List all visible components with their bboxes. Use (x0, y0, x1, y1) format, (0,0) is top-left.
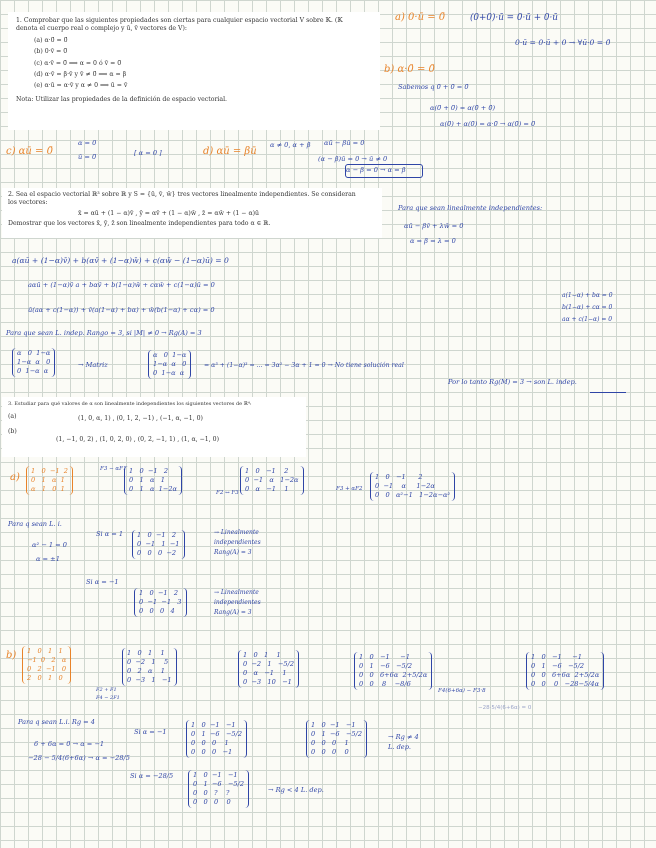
hw-3b-eq2: −28 − 5/4(6+6α) → α = −28/5 (28, 754, 130, 762)
hw-3a-case-2: Si α = −1 (86, 578, 119, 586)
hw-ex2-conclusion-underline (590, 392, 626, 393)
hw-3b-label: b) (6, 650, 17, 661)
exercise-2-printed (2, 188, 382, 238)
hw-3b-condition: Para q sean L.i. Rg = 4 (18, 718, 95, 726)
ex1-item-c: (c) α·v̄ = 0̄ ⟹ α = 0 ó v̄ = 0̄ (34, 59, 122, 67)
hw-1a-work: (0+0)·ū = 0·ū + 0·ū (470, 13, 558, 23)
ex3-item-b-label: (b) (8, 428, 17, 436)
hw-1c-branch1: α = 0 (78, 139, 97, 147)
hw-3a-matrix-3: 1 0 −1 2 0 −1 α 1−2α 0 α −1 1 (240, 466, 304, 495)
exercise-3-printed (2, 397, 306, 457)
ex1-line: denota el cuerpo real o complejo y ū, v̄ vectores de V): (16, 25, 188, 33)
hw-1d-work2: (α − β)ū = 0 → ū ≠ 0 (318, 155, 388, 163)
hw-1d-answer-box (345, 164, 423, 178)
hw-3b-case-2-matrix: 1 0 −1 −1 0 1 −6 −5/2 0 0 ? ? 0 0 0 0 (188, 770, 249, 808)
hw-1d-branch: α ≠ 0, α + β (270, 141, 311, 149)
ex1-item-a: (a) α·0̄ = 0̄ (34, 36, 68, 44)
hw-ex2-rank-note: Para que sean L. indep. Rango = 3, si |M| ≠ 0 → Rg(A) = 3 (6, 329, 202, 337)
hw-1d-work3: α − β = 0 → α = β (346, 166, 406, 174)
hw-3a-case-1-result: → Linealmente independientes Rang(A) = 3 (214, 529, 261, 556)
hw-3a-case-1: Si α = 1 (96, 530, 124, 538)
hw-3a-label: a) (10, 472, 20, 483)
hw-3b-matrix-3: 1 0 1 1 0 −2 1 −5/2 0 α −1 1 0 −3 10 −1 (238, 650, 299, 688)
hw-3b-ops: F2 + F1 F4 − 2F1 (96, 687, 120, 701)
hw-3b-case-1-result: → Rg ≠ 4 L. dep. (388, 733, 419, 751)
hw-ex2-eq2: aαū + (1−α)v̄ a + bαv̄ + b(1−α)w̄ + cαw̄ + c(1−α)ū = 0 (28, 281, 215, 289)
hw-3b-case-2: Si α = −28/5 (130, 772, 174, 780)
hw-li-eq2: α = β = λ = 0 (410, 237, 456, 245)
hw-3a-eq2: α = ±1 (36, 555, 60, 563)
hw-ex2-matrix-label: → Matriz (78, 361, 108, 369)
hw-1a-work2: 0·ū = 0·ū + 0 → ∀ū·0 = 0̄ (515, 38, 611, 47)
hw-3b-case-2-result: → Rg < 4 L. dep. (268, 786, 324, 794)
hw-3b-matrix-4: 1 0 −1 −1 0 1 −6 −5/2 0 0 6+6α 2+5/2α 0 0 8 −8/6 (354, 652, 432, 690)
hw-1b-work3: α(0̄) + α(0̄) = α·0̄ → α(0̄) = 0̄ (440, 120, 536, 128)
hw-li-eq1: αū − βv̄ + λw̄ = 0 (404, 222, 464, 230)
hw-3b-faint-note: −28·5/4(6+6α) = 0 (478, 705, 532, 711)
hw-1c-side: [ α = 0 ] (134, 149, 162, 157)
hw-li-title: Para que sean linealmente independientes: (398, 204, 543, 212)
hw-3a-matrix-2: 1 0 −1 2 0 1 α 1 0 1 α 1−2α (124, 466, 182, 495)
hw-ex2-eq1: a(αū + (1−α)v̄) + b(αv̄ + (1−α)w̄) + c(αw̄ − (1−α)ū) = 0 (12, 256, 229, 265)
hw-ex2-eq3: ū(aα + c(1−α)) + v̄(a(1−α) + bα) + w̄(b(1−α) + cα) = 0 (28, 306, 215, 314)
hw-1c-heading: c) αū = 0̄ (6, 146, 53, 157)
hw-3a-case-1-matrix: 1 0 −1 2 0 −1 1 −1 0 0 0 −2 (132, 530, 185, 559)
hw-ex2-system: a(1−α) + bα = 0 b(1−α) + cα = 0 aα + c(1−α) = 0 (562, 292, 613, 323)
hw-3a-op-1: F3 − αF1 (100, 466, 127, 472)
ex3-item-a-label: (a) (8, 413, 17, 421)
ex2-line: Demostrar que los vectores x̄, ȳ, z̄ son linealmente independientes para todo α ∈ ℝ. (8, 220, 271, 228)
ex2-line: los vectores: (8, 199, 48, 207)
hw-1a-heading: a) 0·ū = 0̄ (395, 12, 446, 23)
ex2-line: 2. Sea el espacio vectorial ℝ³ sobre ℝ y S = {ū, v̄, w̄} tres vectores linealmente independientes. Se consideran (8, 191, 356, 198)
hw-3a-matrix-4: 1 0 −1 2 0 −1 α 1−2α 0 0 α²−1 1−2α−α² (370, 472, 455, 501)
hw-3b-eq1: 6 + 6α = 0 → α = −1 (34, 740, 105, 748)
hw-3b-matrix-5: 1 0 −1 −1 0 1 −6 −5/2 0 0 6+6α 2+5/2α 0 0 0 −28−5/4α (526, 652, 604, 690)
exercise-1-printed (8, 12, 380, 130)
hw-3a-case-2-matrix: 1 0 −1 2 0 −1 −1 3 0 0 0 4 (134, 588, 187, 617)
hw-ex2-determinant: = α³ + (1−α)³ = ... = 3α² − 3α + 1 = 0 → No tiene solución real (204, 362, 404, 369)
ex3-item-a-vectors: (1, 0, α, 1) , (0, 1, 2, −1) , (−1, α, −1, 0) (78, 414, 203, 422)
ex3-item-b-vectors: (1, −1, 0, 2) , (1, 0, 2, 0) , (0, 2, −1, 1) , (1, α, −1, 0) (56, 435, 219, 443)
hw-3a-eq1: α² − 1 = 0 (32, 541, 67, 549)
hw-1d-heading: d) αū = βū (203, 146, 257, 157)
hw-1c-branch2: ū = 0̄ (78, 153, 97, 161)
hw-3b-matrix-1: 1 0 1 1 −1 0 2 α 0 2 −1 0 2 0 1 0 (22, 646, 71, 684)
hw-ex2-matrix-2: α 0 1−α 1−α α 0 0 1−α α (148, 350, 191, 379)
hw-1b-work2: α(0̄ + 0̄) = α(0̄ + 0̄) (430, 104, 496, 112)
ex3-line: 3. Estudiar para qué valores de α son linealmente independientes los siguientes vectores de ℝ⁴: (8, 401, 252, 407)
hw-3b-op-end: F4(6+6α) − F3·8 (438, 688, 486, 694)
hw-3b-case-1-matrix-1: 1 0 −1 −1 0 1 −6 −5/2 0 0 0 1 0 0 0 −1 (186, 720, 247, 758)
ex1-line: 1. Comprobar que las siguientes propiedades son ciertas para cualquier espacio vectorial V sobre 𝕂. (𝕂 (16, 17, 343, 24)
hw-3a-op-3: F3 + αF2 (336, 486, 363, 492)
hw-3a-op-2: F2 ↔ F3 (216, 490, 239, 496)
hw-3b-matrix-2: 1 0 1 1 0 −2 1 5 0 2 α 1 0 −3 1 −1 (122, 648, 177, 686)
ex2-vectors: x̄ = αū + (1 − α)v̄ , ȳ = αv̄ + (1 − α)w̄ , z̄ = αw̄ + (1 − α)ū (78, 209, 260, 217)
hw-ex2-conclusion: Por lo tanto Rg(M) = 3 → son L. indep. (448, 378, 577, 386)
hw-3b-case-1-matrix-2: 1 0 −1 −1 0 1 −6 −5/2 0 0 0 1 0 0 0 0 (306, 720, 367, 758)
hw-1b-work1: Sabemos q 0̄ + 0̄ = 0̄ (398, 83, 469, 91)
hw-3a-condition: Para q sean L. i. (8, 520, 62, 528)
hw-ex2-matrix-1: α 0 1−α 1−α α 0 0 1−α α (12, 348, 55, 377)
hw-3a-case-2-result: → Linealmente independientes Rang(A) = 3 (214, 589, 261, 616)
hw-1b-heading: b) α·0̄ = 0̄ (384, 64, 435, 75)
ex1-note: Nota: Utilizar las propiedades de la definición de espacio vectorial. (16, 95, 228, 103)
ex1-item-e: (e) α·ū = α·v̄ y α ≠ 0 ⟹ ū = v̄ (34, 82, 128, 90)
ex1-item-b: (b) 0·v̄ = 0̄ (34, 48, 68, 56)
hw-3b-case-1: Si α = −1 (134, 728, 167, 736)
hw-1d-work1: αū − βū = 0 (324, 139, 365, 147)
hw-3a-matrix-1: 1 0 −1 2 0 1 α 1 α 1 0 1 (26, 466, 73, 495)
ex1-item-d: (d) α·v̄ = β·v̄ y v̄ ≠ 0̄ ⟹ α = β (34, 71, 127, 79)
